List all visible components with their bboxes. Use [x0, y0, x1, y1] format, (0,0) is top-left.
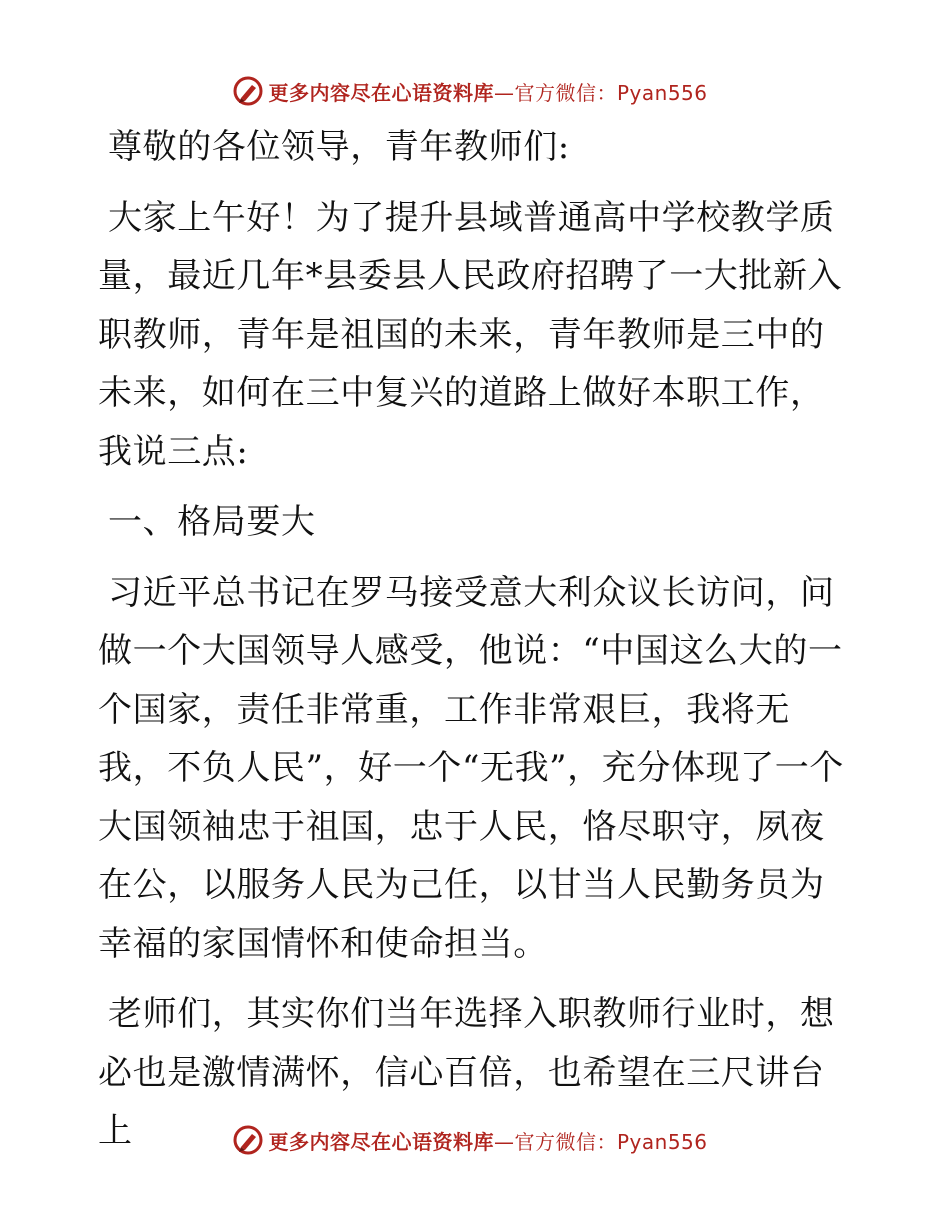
pen-logo-icon — [232, 75, 264, 107]
paragraph: 习近平总书记在罗马接受意大利众议长访问，问做一个大国领导人感受，他说：“中国这么大的一个国家，责任非常重，工作非常艰巨，我将无我，不负人民”，好一个“无我”，充分体现了一个大国领袖忠于祖国，忠于人民，恪尽职守，夙夜在公，以服务人民为己任，以甘当人民勤务员为幸福的家国情怀和使命担当。 — [98, 572, 844, 964]
wechat-id: Pyan556 — [616, 1129, 708, 1154]
banner-text: 更多内容尽在心语资料库—官方微信：Pyan556 — [268, 1129, 708, 1154]
section-heading: 一、格局要大 — [108, 502, 316, 542]
header-banner — [0, 71, 950, 111]
intro-paragraph: 大家上午好！为了提升县域普通高中学校教学质量，最近几年*县委县人民政府招聘了一大批新入职教师，青年是祖国的未来，青年教师是三中的未来，如何在三中复兴的道路上做好本职工作，我说三点: — [98, 197, 843, 472]
document-body — [98, 118, 850, 1161]
paragraph: 老师们，其实你们当年选择入职教师行业时，想必也是激情满怀，信心百倍，也希望在三尺讲台上 — [98, 994, 835, 1151]
pen-logo-icon — [232, 1124, 264, 1156]
footer-banner — [0, 1120, 950, 1160]
banner-text: 更多内容尽在心语资料库—官方微信：Pyan556 — [268, 80, 708, 105]
wechat-id: Pyan556 — [616, 80, 708, 105]
salutation: 尊敬的各位领导，青年教师们: — [108, 127, 570, 167]
